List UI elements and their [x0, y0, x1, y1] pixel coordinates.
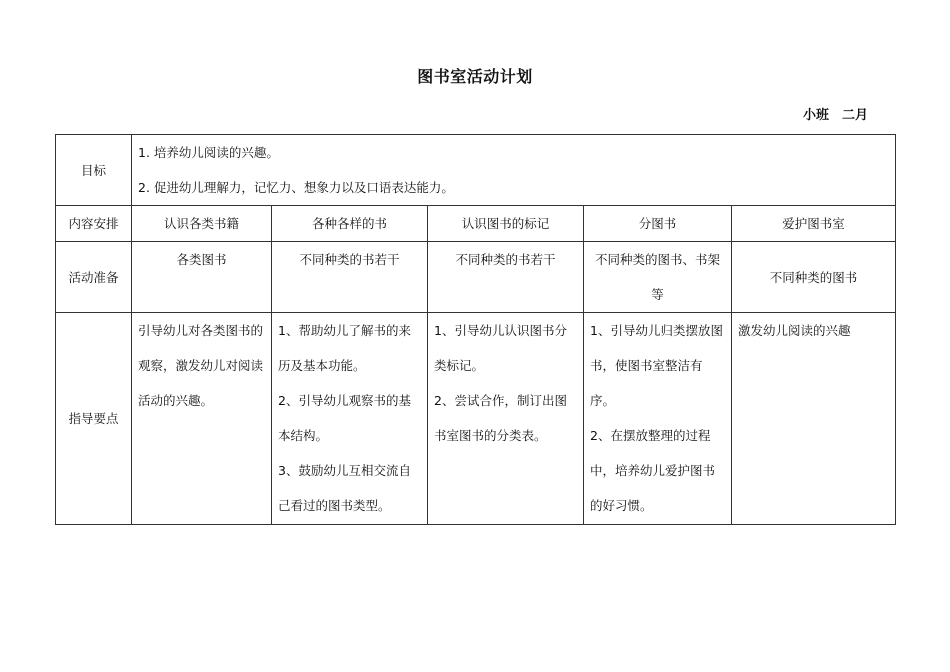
content-row [56, 206, 896, 242]
guidance-paragraph: 3、鼓励幼儿互相交流自己看过的图书类型。 [278, 463, 411, 513]
guidance-cell [132, 313, 272, 525]
guidance-cell [272, 313, 428, 525]
guidance-paragraph: 2、尝试合作，制订出图书室图书的分类表。 [434, 393, 567, 443]
goal-label: 目标 [56, 135, 132, 206]
guidance-paragraph: 1、引导幼儿认识图书分类标记。 [434, 323, 567, 373]
guidance-paragraph: 1、引导幼儿归类摆放图书，使图书室整洁有序。 [590, 323, 723, 408]
content-item: 认识图书的标记 [428, 206, 584, 242]
activity-plan-table [55, 134, 896, 525]
preparation-item: 不同种类的书若干 [272, 242, 428, 313]
content-item: 分图书 [584, 206, 732, 242]
preparation-item: 不同种类的书若干 [428, 242, 584, 313]
guidance-label: 指导要点 [56, 313, 132, 525]
guidance-paragraph: 2、引导幼儿观察书的基本结构。 [278, 393, 411, 443]
content-label: 内容安排 [56, 206, 132, 242]
goal-line-2: 2. 促进幼儿理解力，记忆力、想象力以及口语表达能力。 [138, 180, 454, 195]
goal-line-1: 1. 培养幼儿阅读的兴趣。 [138, 145, 279, 160]
preparation-row [56, 242, 896, 313]
goal-content [132, 135, 896, 206]
goal-row [56, 135, 896, 206]
guidance-cell [428, 313, 584, 525]
guidance-paragraph: 激发幼儿阅读的兴趣 [738, 323, 851, 338]
preparation-item: 不同种类的图书、书架等 [584, 242, 732, 313]
preparation-item: 各类图书 [132, 242, 272, 313]
preparation-label: 活动准备 [56, 242, 132, 313]
preparation-item: 不同种类的图书 [732, 242, 896, 313]
class-month-label: 小班 二月 [802, 108, 868, 123]
guidance-cell [732, 313, 896, 525]
guidance-row [56, 313, 896, 525]
guidance-paragraph: 引导幼儿对各类图书的观察，激发幼儿对阅读活动的兴趣。 [138, 323, 264, 408]
content-item: 认识各类书籍 [132, 206, 272, 242]
guidance-paragraph: 2、在摆放整理的过程中，培养幼儿爱护图书的好习惯。 [590, 428, 716, 513]
page-title: 图书室活动计划 [417, 67, 533, 86]
guidance-cell [584, 313, 732, 525]
guidance-paragraph: 1、帮助幼儿了解书的来历及基本功能。 [278, 323, 411, 373]
content-item: 各种各样的书 [272, 206, 428, 242]
content-item: 爱护图书室 [732, 206, 896, 242]
